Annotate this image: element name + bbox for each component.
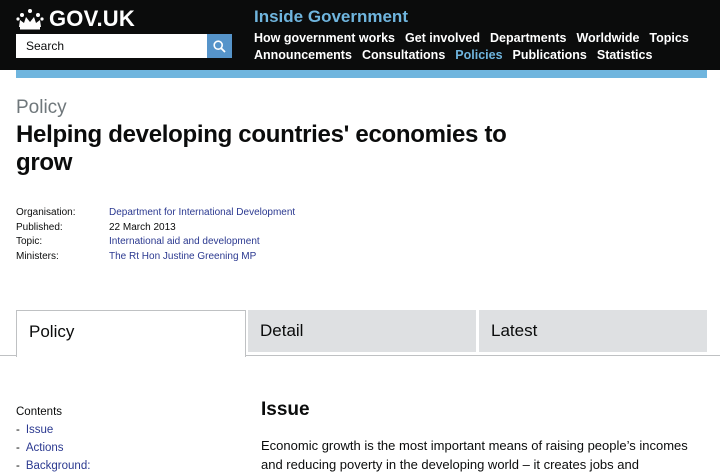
tab-policy[interactable]: Policy [16, 310, 246, 357]
search-button[interactable] [207, 34, 232, 58]
primary-nav-row-1 [254, 31, 699, 45]
page-title: Helping developing countries' economies to grow [16, 121, 507, 176]
nav-how-government-works[interactable]: How government works [254, 31, 395, 45]
meta-label: Ministers: [16, 250, 59, 262]
meta-topic [16, 235, 295, 250]
meta-label: Topic: [16, 236, 43, 247]
policy-metadata [16, 206, 295, 264]
logo-text: GOV.UK [49, 6, 135, 31]
meta-label: Organisation: [16, 207, 76, 218]
published-date: 22 March 2013 [109, 221, 176, 233]
contents-item-label[interactable]: Actions [25, 442, 64, 454]
nav-announcements[interactable]: Announcements [254, 48, 352, 62]
nav-get-involved[interactable]: Get involved [405, 31, 481, 45]
topic-link[interactable]: International aid and development [109, 236, 260, 247]
list-dash: - [16, 460, 20, 472]
minister-link[interactable]: The Rt Hon Justine Greening MP [109, 250, 257, 262]
search-form [16, 34, 232, 58]
organisation-link[interactable]: Department for International Development [109, 207, 296, 218]
list-dash: - [16, 442, 20, 454]
contents-item-issue[interactable] [16, 421, 90, 439]
nav-consultations[interactable]: Consultations [361, 48, 446, 62]
contents-item-label[interactable]: Background: [25, 460, 91, 472]
issue-heading: Issue [261, 399, 310, 420]
section-title[interactable]: Inside Government [254, 7, 408, 26]
nav-topics[interactable]: Topics [649, 31, 689, 45]
contents-item-background[interactable] [16, 457, 90, 473]
search-icon [213, 40, 226, 53]
issue-paragraph: Economic growth is the most important means of raising people’s incomes and reducing poverty in the developing world – it creates jobs and [261, 438, 688, 472]
site-header [0, 0, 720, 70]
primary-nav-row-2 [254, 48, 662, 62]
nav-policies[interactable]: Policies [455, 48, 503, 62]
tab-latest[interactable]: Latest [479, 310, 707, 352]
nav-statistics[interactable]: Statistics [596, 48, 653, 62]
page-kicker: Policy [16, 97, 67, 118]
contents-item-label[interactable]: Issue [25, 424, 54, 436]
contents-title: Contents [16, 406, 63, 418]
search-input[interactable] [16, 34, 207, 58]
meta-ministers [16, 250, 295, 265]
header-accent-bar [16, 70, 707, 78]
meta-label: Published: [16, 221, 63, 233]
contents-item-actions[interactable] [16, 439, 90, 457]
list-dash: - [16, 424, 20, 436]
tab-detail[interactable]: Detail [248, 310, 476, 352]
govuk-logo[interactable] [16, 6, 135, 32]
nav-publications[interactable]: Publications [512, 48, 587, 62]
meta-organisation [16, 206, 295, 221]
contents-list [16, 403, 90, 473]
nav-worldwide[interactable]: Worldwide [576, 31, 640, 45]
meta-published [16, 221, 295, 236]
crown-icon [16, 8, 44, 30]
nav-departments[interactable]: Departments [490, 31, 567, 45]
